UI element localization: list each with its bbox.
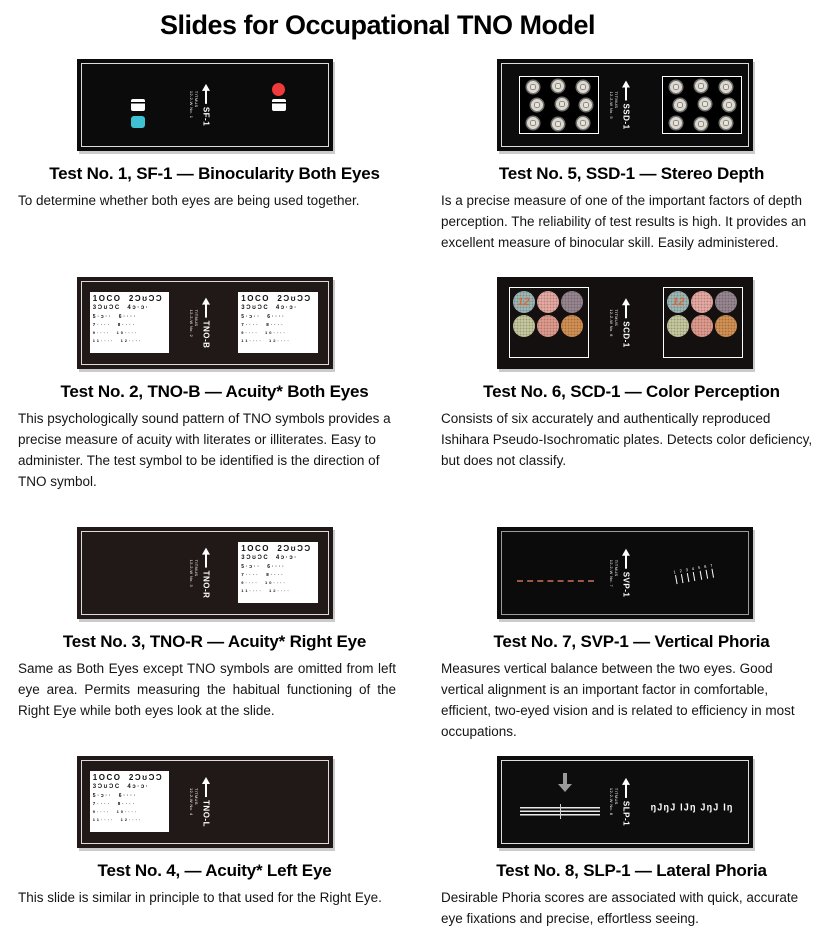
chart-row: 11···· 12···· [241,587,291,593]
scd-plate [561,315,583,337]
slide-sub-label: 12-2-W No. 2 [188,309,194,337]
cyan-dot [131,116,145,128]
test-entry-8 [441,756,822,930]
slide-graphic-tnob [77,277,333,369]
chart-row: 3ƆʊƆC 4ɔ·ɔ· [241,554,298,561]
up-arrow-icon [201,548,211,569]
slide-graphic-slp1 [497,756,753,848]
svp-mark: 7 [709,562,714,577]
slide-brand-label: TITMUS [613,91,619,108]
slide-sub-label: 12-2-W No. 3 [188,559,194,587]
test-entry-3 [18,527,411,756]
slide-sub-label: 12-2-W No. 1 [188,91,194,119]
slide-graphic-svp1 [497,527,753,619]
left-column [0,59,411,930]
up-arrow-icon [621,549,631,570]
chart-row: 1OCO 2ƆʊƆƆ [241,293,312,303]
test-description: This psychologically sound pattern of TNO symbols provides a precise measure of acuity with literates or illiterates. Easy to administer. The test symbol to be identified is the direction of TNO symbol. [18,411,391,489]
svp-mark: 3 [685,567,690,582]
scd-plate [715,315,737,337]
ishihara-panel-right [663,287,743,358]
slide-code-label: TNO-L [201,800,211,827]
chart-row: 11···· 12···· [241,337,291,343]
slide-graphic-tnor [77,527,333,619]
chart-row: 9···· 10···· [241,579,287,585]
chart-row: 1OCO 2ƆʊƆƆ [92,772,164,782]
slide-center-label-group [189,298,211,349]
scd-plate: 12 [667,291,689,313]
slide-brand-label: TITMUS [193,309,199,326]
acuity-chart-panel-left [90,292,169,354]
slide-brand-label: TITMUS [193,788,199,805]
slide-center-label-group [189,84,211,126]
slide-center-label-group [609,549,631,598]
acuity-chart-panel-left [90,771,169,833]
test-entry-7 [441,527,822,756]
ishihara-panel-left [509,287,589,358]
test-entry-1 [18,59,411,277]
chart-row: 7···· 8···· [92,321,137,327]
acuity-chart-panel-right [238,542,317,604]
slide-sub-label: 12-2-W No. 6 [608,309,614,337]
slide-center-label-group [609,80,631,129]
page-title: Slides for Occupational TNO Model [159,10,596,40]
slide-code-label: SLP-1 [621,800,631,827]
chart-row: 5·ɔ·· 6···· [92,313,138,320]
slide-sub-label: 12-2-W No. 4 [188,788,194,816]
slide-brand-label: TITMUS [613,559,619,576]
up-arrow-icon [201,84,211,105]
slide-graphic-scd1 [497,277,753,369]
slide-sub-label: 12-2-W No. 8 [608,788,614,816]
svp-mark: 2 [679,568,684,583]
scd-plate [691,315,713,337]
chart-row: 5·ɔ·· 6···· [241,313,286,320]
up-arrow-icon [201,298,211,319]
acuity-chart-panel-right [238,292,317,354]
test-title: Test No. 4, — Acuity* Left Eye [97,861,332,880]
test-entry-6 [441,277,822,527]
up-arrow-icon [621,80,631,101]
slide-graphic-sf1 [77,59,333,151]
slide-code-label: SVP-1 [621,571,631,598]
phoria-ruler [520,807,600,816]
phoria-number-row: ŋJŋJ IJŋ JŋJ Iŋ [650,801,734,813]
svp-mark: 5 [697,564,702,579]
up-arrow-icon [201,777,211,798]
test-title: Test No. 3, TNO-R — Acuity* Right Eye [62,632,367,651]
up-arrow-icon [621,778,631,799]
test-entry-4 [18,756,411,909]
slide-brand-label: TITMUS [193,91,199,108]
test-description: To determine whether both eyes are being used together. [18,193,360,208]
test-description: This slide is similar in principle to that used for the Right Eye. [18,890,382,905]
stereo-disc-panel-left [519,76,599,134]
svp-mark: 4 [691,566,696,581]
slide-graphic-ssd1 [497,59,753,151]
test-entry-5 [441,59,822,277]
scd-plate [537,291,559,313]
white-target-dot-right [272,99,286,111]
slide-code-label: SSD-1 [621,103,631,130]
stereo-disc-panel-right [662,76,742,134]
chart-row: 1OCO 2ƆʊƆƆ [241,543,312,553]
slide-center-label-group [609,778,631,826]
svp-mark: 1 [673,569,678,584]
slide-sub-label: 12-2-W No. 7 [608,559,614,587]
down-arrow-icon [558,773,572,793]
chart-row: 7···· 8···· [92,800,137,806]
scd-plate [667,315,689,337]
chart-row: 3ƆʊƆC 4ɔ·ɔ· [241,304,298,311]
test-description: Is a precise measure of one of the important factors of depth perception. The reliability of test results is high. It provides an excellent measure of binocular skill. Easily administered. [441,193,807,250]
test-title: Test No. 8, SLP-1 — Lateral Phoria [496,861,767,880]
chart-row: 9···· 10···· [92,329,139,335]
scd-plate [715,291,737,313]
test-title: Test No. 5, SSD-1 — Stereo Depth [498,164,765,183]
test-description: Same as Both Eyes except TNO symbols are omitted from left eye area. Permits measuring the habitual functioning of the Right Eye while both eyes look at the slide. [18,661,396,718]
chart-row: 9···· 10···· [92,808,139,814]
scd-plate [561,291,583,313]
right-column [411,59,822,930]
slide-code-label: SF-1 [201,106,211,127]
chart-row: 11···· 12···· [92,816,143,822]
test-title: Test No. 7, SVP-1 — Vertical Phoria [493,632,770,651]
test-description: Desirable Phoria scores are associated with quick, accurate eye fixations and precise, effortless seeing. [441,890,799,926]
scd-plate [691,291,713,313]
scd-plate: 12 [513,291,535,313]
test-title: Test No. 1, SF-1 — Binocularity Both Eyes [49,164,380,183]
up-arrow-icon [621,298,631,319]
chart-row: 1OCO 2ƆʊƆƆ [92,293,164,303]
chart-row: 3ƆʊƆC 4ɔ·ɔ· [92,783,150,790]
slide-brand-label: TITMUS [193,559,199,576]
chart-row: 7···· 8···· [241,571,285,577]
test-title: Test No. 2, TNO-B — Acuity* Both Eyes [60,382,369,401]
chart-row: 5·ɔ·· 6···· [241,563,286,570]
slide-graphic-tnol [77,756,333,848]
slide-code-label: TNO-R [201,570,211,599]
phoria-scale-marks [673,562,715,584]
svp-mark: 6 [703,563,708,578]
slide-center-label-group [189,548,211,599]
scd-plate [537,315,559,337]
brand-text [189,91,199,118]
chart-row: 7···· 8···· [241,321,285,327]
chart-row: 11···· 12···· [92,337,143,343]
slide-code-label: TNO-B [201,320,211,349]
test-title: Test No. 6, SCD-1 — Color Perception [483,382,780,401]
white-target-dot-left [131,99,145,111]
scd-plate [513,315,535,337]
slide-sub-label: 12-2-W No. 5 [608,91,614,119]
content-columns [0,59,822,930]
chart-row: 9···· 10···· [241,329,287,335]
red-dot [272,83,285,96]
slide-brand-label: TITMUS [613,788,619,805]
test-entry-2 [18,277,411,527]
slide-center-label-group [189,777,211,827]
test-description: Measures vertical balance between the two eyes. Good vertical alignment is an important factor in comfortable, efficient, two-eyed vision and is related to efficiency in most occupations. [441,661,795,739]
dashed-fixation-line [517,580,594,582]
test-description: Consists of six accurately and authentically reproduced Ishihara Pseudo-Isochromatic plates. Detects color deficiency, but does not classify. [441,411,813,468]
slide-brand-label: TITMUS [613,309,619,326]
slide-code-label: SCD-1 [621,321,631,348]
chart-row: 5·ɔ·· 6···· [92,792,138,799]
chart-row: 3ƆʊƆC 4ɔ·ɔ· [92,304,150,311]
slide-center-label-group [609,298,631,348]
